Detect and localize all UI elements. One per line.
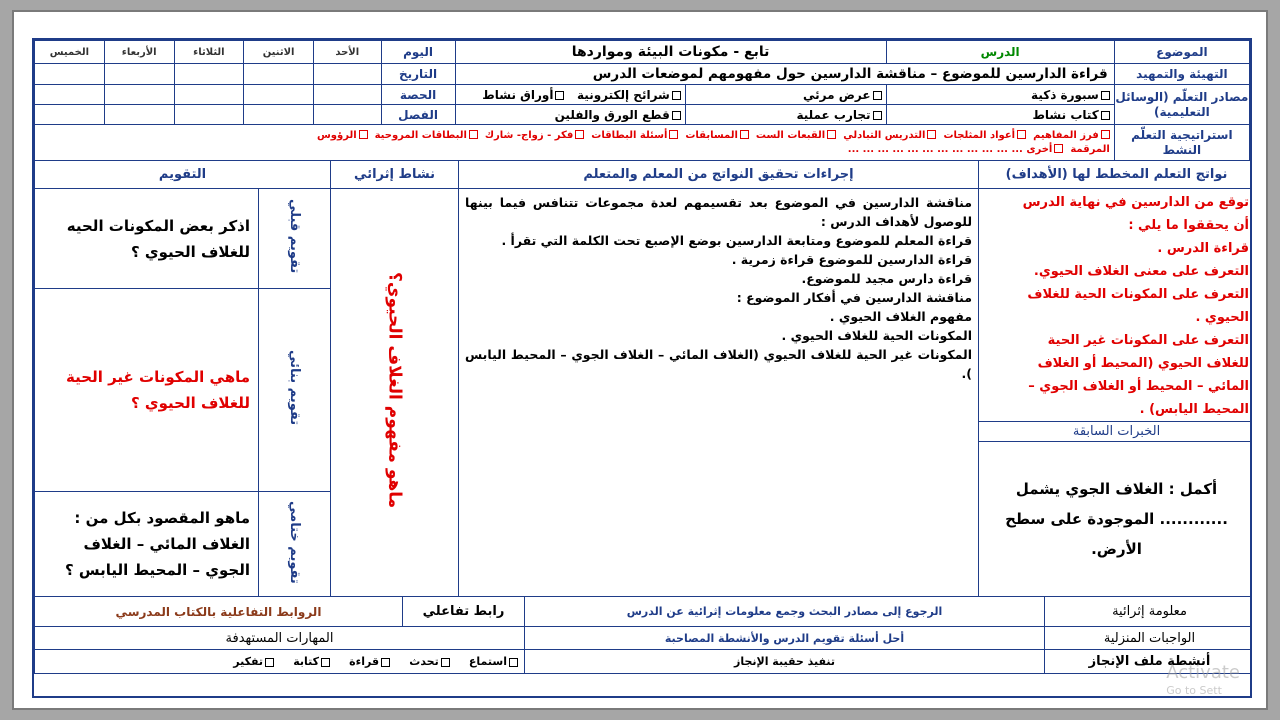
outcomes-header: نواتج التعلم المخطط لها (الأهداف) bbox=[979, 161, 1252, 189]
procedure-line: المكونات غير الحية للغلاف الحيوي (الغلاف المائي – الغلاف الجوي – المحيط اليابس ). bbox=[465, 347, 973, 381]
date-cell-5[interactable] bbox=[35, 64, 105, 85]
resource-video[interactable]: عرض مرئي bbox=[685, 85, 886, 105]
outcome-line: المحيط اليابس) . bbox=[1139, 402, 1250, 417]
checkbox-icon[interactable] bbox=[555, 91, 564, 100]
skill-listening[interactable]: استماع bbox=[469, 655, 518, 668]
outcome-line: الحيوي . bbox=[1195, 310, 1250, 325]
strategies-list bbox=[35, 125, 1115, 161]
checkbox-icon[interactable] bbox=[672, 111, 681, 120]
checkbox-icon[interactable] bbox=[669, 130, 678, 139]
class-cell-5[interactable] bbox=[35, 105, 105, 125]
checkbox-icon[interactable] bbox=[1017, 130, 1026, 139]
outcome-line: توقع من الدارسين في نهاية الدرس bbox=[1022, 195, 1250, 210]
enrich-info-text: الرجوع إلى مصادر البحث وجمع معلومات إثرائية عن الدرس bbox=[525, 597, 1045, 627]
day-tuesday: الثلاثاء bbox=[174, 41, 244, 64]
class-cell-1[interactable] bbox=[313, 105, 381, 125]
checkbox-icon[interactable] bbox=[1054, 144, 1063, 153]
pre-assessment-label: تقويم قبلي bbox=[287, 199, 303, 274]
period-cell-1[interactable] bbox=[313, 85, 381, 105]
class-cell-4[interactable] bbox=[104, 105, 174, 125]
activation-watermark: Activate Go to Sett bbox=[1166, 662, 1240, 697]
assessment-type-final bbox=[259, 492, 331, 597]
procedure-line: قراءة الدارسين للموضوع قراءة زمرية . bbox=[731, 252, 973, 267]
lesson-plan-frame bbox=[32, 38, 1252, 698]
period-cell-4[interactable] bbox=[104, 85, 174, 105]
skill-writing[interactable]: كتابة bbox=[293, 655, 330, 668]
intro-text: قراءة الدارسين للموضوع – مناقشة الدارسين حول مفهومهم لموضعات الدرس bbox=[455, 64, 1114, 85]
resources-label: مصادر التعلّم (الوسائل التعليمية) bbox=[1114, 85, 1249, 125]
class-label: الفصل bbox=[381, 105, 455, 125]
date-cell-4[interactable] bbox=[104, 64, 174, 85]
skill-speaking[interactable]: تحدث bbox=[409, 655, 449, 668]
enrichment-header: نشاط إثرائي bbox=[331, 161, 459, 189]
assessment-type-formative bbox=[259, 289, 331, 492]
checkbox-icon[interactable] bbox=[359, 130, 368, 139]
resource-smartboard[interactable]: سبورة ذكية bbox=[886, 85, 1114, 105]
final-assessment-question: ماهو المقصود بكل من : الغلاف المائي – الغلاف الجوي – المحيط اليابس ؟ bbox=[35, 492, 259, 597]
resource-activity-book[interactable]: كتاب نشاط bbox=[886, 105, 1114, 125]
body-table bbox=[34, 160, 1252, 597]
date-cell-3[interactable] bbox=[174, 64, 244, 85]
class-cell-2[interactable] bbox=[244, 105, 314, 125]
outcome-line: التعرف على معنى الغلاف الحيوي. bbox=[1033, 264, 1250, 279]
checkbox-icon[interactable] bbox=[321, 658, 330, 667]
footer-table bbox=[34, 596, 1252, 674]
enrichment-question: ماهو مفهوم الغلاف الحيوي؟ bbox=[384, 272, 405, 509]
date-cell-1[interactable] bbox=[313, 64, 381, 85]
checkbox-icon[interactable] bbox=[265, 658, 274, 667]
lesson-label: الدرس bbox=[886, 41, 1114, 64]
prior-line: أكمل : الغلاف الجوي يشمل bbox=[1015, 480, 1218, 498]
strategies-label: استراتيجية التعلّم النشط bbox=[1114, 125, 1249, 161]
strategies-row-2: المرقمة أخرى ... ... ... ... ... ... ... ... ... ... ... ... bbox=[847, 143, 1110, 155]
skills-label: المهارات المستهدفة bbox=[35, 627, 525, 650]
procedure-line: مفهوم الغلاف الحيوي . bbox=[829, 309, 973, 324]
outcome-line: المائي – المحيط أو الغلاف الجوي – bbox=[1028, 379, 1250, 394]
procedures-cell bbox=[459, 189, 979, 597]
outcome-line: التعرف على المكونات غير الحية bbox=[1047, 333, 1250, 348]
enrich-info-label: معلومة إثرائية bbox=[1045, 597, 1253, 627]
period-cell-3[interactable] bbox=[174, 85, 244, 105]
final-assessment-label: تقويم ختامي bbox=[287, 500, 303, 584]
checkbox-icon[interactable] bbox=[1101, 111, 1110, 120]
skill-thinking[interactable]: تفكير bbox=[233, 655, 274, 668]
day-sunday: الأحد bbox=[313, 41, 381, 64]
procedure-line: المكونات الحية للغلاف الحيوي . bbox=[781, 328, 973, 343]
checkbox-icon[interactable] bbox=[740, 130, 749, 139]
pre-assessment-question: اذكر بعض المكونات الحيه للغلاف الحيوي ؟ bbox=[35, 189, 259, 289]
skills-list bbox=[35, 650, 525, 674]
prior-line: ............ الموجودة على سطح bbox=[1005, 510, 1228, 528]
procedures-header: إجراءات تحقيق النواتج من المعلم والمتعلم bbox=[459, 161, 979, 189]
checkbox-icon[interactable] bbox=[575, 130, 584, 139]
outcome-line: أن يحققوا ما يلي : bbox=[1128, 218, 1250, 233]
checkbox-icon[interactable] bbox=[672, 91, 681, 100]
homework-label: الواجبات المنزلية bbox=[1045, 627, 1253, 650]
procedure-line: مناقشة الدارسين في الموضوع بعد تقسيمهم لعدة مجموعات تتنافس فيما بينها للوصول لأهداف الدرس : bbox=[465, 195, 973, 229]
resource-paper-foam[interactable]: قطع الورق والفلين bbox=[455, 105, 685, 125]
assessment-type-pre bbox=[259, 189, 331, 289]
homework-text: أحل أسئلة تقويم الدرس والأنشطة المصاحبة bbox=[525, 627, 1045, 650]
procedure-line: مناقشة الدارسين في أفكار الموضوع : bbox=[736, 290, 973, 305]
day-monday: الاثنين bbox=[244, 41, 314, 64]
prior-knowledge-cell bbox=[979, 442, 1252, 597]
lesson-title: تابع - مكونات البيئة ومواردها bbox=[455, 41, 886, 64]
subject-label: الموضوع bbox=[1114, 41, 1249, 64]
checkbox-icon[interactable] bbox=[1101, 130, 1110, 139]
assessment-header: التقويم bbox=[35, 161, 331, 189]
day-wednesday: الأربعاء bbox=[104, 41, 174, 64]
checkbox-icon[interactable] bbox=[827, 130, 836, 139]
checkbox-icon[interactable] bbox=[469, 130, 478, 139]
checkbox-icon[interactable] bbox=[927, 130, 936, 139]
checkbox-icon[interactable] bbox=[441, 658, 450, 667]
procedure-line: قراءة المعلم للموضوع ومتابعة الدارسين بوضع الإصبع تحت الكلمة التي تقرأ . bbox=[501, 233, 973, 248]
class-cell-3[interactable] bbox=[174, 105, 244, 125]
prior-knowledge-header: الخبرات السابقة bbox=[979, 422, 1252, 442]
strategies-row-1: فرز المفاهيم أعواد المثلجات التدريس التبادلي القبعات الست المسابقات أسئلة البطاقات فكر - زواج- شارك البطاقات المروحية الرؤوس bbox=[39, 129, 1110, 143]
intro-label: التهيئة والتمهيد bbox=[1114, 64, 1249, 85]
skill-reading[interactable]: قراءة bbox=[349, 655, 390, 668]
date-label: التاريخ bbox=[381, 64, 455, 85]
header-table bbox=[34, 40, 1250, 161]
checkbox-icon[interactable] bbox=[509, 658, 518, 667]
checkbox-icon[interactable] bbox=[873, 91, 882, 100]
outcome-line: قراءة الدرس . bbox=[1157, 241, 1250, 256]
checkbox-icon[interactable] bbox=[873, 111, 882, 120]
period-cell-5[interactable] bbox=[35, 85, 105, 105]
portfolio-label: أنشطة ملف الإنجاز bbox=[1045, 650, 1253, 674]
checkbox-icon[interactable] bbox=[381, 658, 390, 667]
outcome-line: للغلاف الحيوي (المحيط أو الغلاف bbox=[1037, 356, 1250, 371]
page-sheet bbox=[12, 10, 1268, 710]
day-label: اليوم bbox=[381, 41, 455, 64]
enrichment-cell bbox=[331, 189, 459, 597]
day-thursday: الخميس bbox=[35, 41, 105, 64]
interactive-link[interactable]: الروابط التفاعلية بالكتاب المدرسي bbox=[35, 597, 403, 627]
resource-slides[interactable]: شرائح إلكترونية أوراق نشاط bbox=[455, 85, 685, 105]
formative-assessment-question: ماهي المكونات غير الحية للغلاف الحيوي ؟ bbox=[35, 289, 259, 492]
interactive-label: رابط تفاعلي bbox=[403, 597, 525, 627]
formative-assessment-label: تقويم بنائي bbox=[287, 350, 303, 426]
checkbox-icon[interactable] bbox=[1101, 91, 1110, 100]
resource-experiments[interactable]: تجارب عملية bbox=[685, 105, 886, 125]
outcome-line: التعرف على المكونات الحية للغلاف bbox=[1027, 287, 1250, 302]
procedure-line: قراءة دارس مجيد للموضوع. bbox=[801, 271, 973, 286]
portfolio-text: تنفيذ حقيبة الإنجاز bbox=[525, 650, 1045, 674]
date-cell-2[interactable] bbox=[244, 64, 314, 85]
period-cell-2[interactable] bbox=[244, 85, 314, 105]
period-label: الحصة bbox=[381, 85, 455, 105]
outcomes-cell bbox=[979, 189, 1252, 422]
prior-line: الأرض. bbox=[1091, 540, 1142, 558]
